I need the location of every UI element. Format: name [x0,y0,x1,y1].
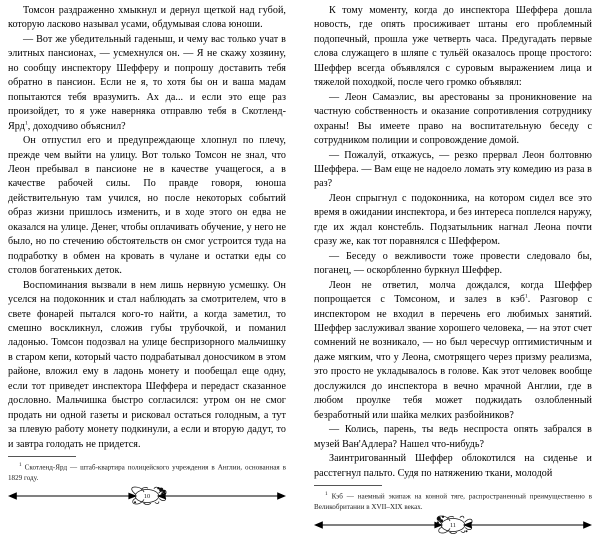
paragraph: К тому моменту, когда до инспектора Шеффера дошла новость, где опять просиживает штаны его проблемный подопечный, прошла уже четверть часа. Предугадать первые слова служащего в шляпе с тульёй оказалось проще простого: Шеффер всегда объявлялся с суровым выражением лица и тяжелой походкой, после чего громко объявлял: [314,5,592,89]
paragraph [314,279,592,424]
footnote [314,489,592,512]
footnote-separator-rule [314,485,382,486]
paragraph: — Колись, парень, ты ведь неспроста опять забрался в музей Ван'Адлера? Нашел что-нибудь? [314,424,592,450]
paragraph [8,33,286,134]
left-page-body [8,4,286,452]
paragraph: Воспоминания вызвали в нем лишь нервную усмешку. Он уселся на подоконник и стал наблюдать за смотрителем, что в свете фонарей пытался кого-то найти, а когда заметил, то смешно воскликнул, сложив губы трубочкой, и поманил ладонью. Томсон подозвал на улице беспризорного мальчишку в старом кепи, который часто подрабатывал доносчиком в этом районе, вложил ему в ладонь монету и пообещал еще одну, если тот приведет инспектора Шеффера и передаст сказанное дословно. Мальчишка быстро согласился: утром он не смог продать ни одной газеты и рисковал остаться голодным, а тут за плевую работу монету подкинули, а если и вторую дадут, то и завтра голодать не придется. [8,279,286,450]
right-page [300,0,600,529]
footnote-marker: 1 [19,462,22,469]
ornament-divider-icon [8,485,286,507]
page-number: 11 [449,521,457,529]
footnote-marker: 1 [325,490,328,497]
ornament-divider-icon [314,514,592,536]
paragraph: — Пожалуй, откажусь, — резко прервал Леон болтовню Шеффера. — Вам еще не надоело ломать эту комедию из раза в раз? [314,149,592,190]
paragraph: — Беседу о вежливости тоже провести следовало бы, поганец, — оскорбленно буркнул Шеффер. [314,250,592,277]
page-number: 10 [143,492,151,500]
left-page-footer-ornament [8,485,286,511]
paragraph-text: — Вот же убедительный гаденыш, и чему вас только учат в элитных пансионах, — усмехнулся он. — Я не скажу хозяину, но сообщу инспектору Шефферу и попрошу доставить тебя обратно в пансион. Если не я, то хотя бы он и ваша мадам попытаются тебя вразумить. Ах да... и если это еще раз произойдет, то я уже наверняка отправлю тебя в Скотленд-Ярд [8,33,286,132]
footnote [8,460,286,483]
footnote-ref[interactable]: 1 [24,120,28,127]
paragraph: Заинтригованный Шеффер облокотился на сиденье и расстегнул пальто. Судя по натяжению ткани, молодой [314,453,592,479]
footnote-separator-rule [8,456,76,457]
left-page [0,0,300,500]
footnote-text: Скотленд-Ярд — штаб-квартира полицейского учреждения в Англии, основанная в 1829 году. [8,463,286,482]
paragraph: Леон спрыгнул с подоконника, на котором сидел все это время в ожидании инспектора, и без интереса поплелся наружу, где их ждал констебль. Подзатыльник нагнал Леона почти сразу же, как тот поравнялся с Шеффером. [314,192,592,248]
footnote-text: Кэб — наемный экипаж на конной тяге, распространенный преимущественно в Великобритании в XVII–XIX веках. [314,492,592,511]
paragraph-text-tail: . Разговор с инспектором не входил в перечень его любимых занятий. Шеффер заслуживал звание хорошего человека, — на этот счет сомнений не возникало, — но был чересчур оптимистичным и даже мягким, что у Леона, смотрящего через призму реализма, это просто не укладывалось в голове. Как этот человек вообще дослужился до инспектора в вечно мрачной Англии, где в любом проулке тебя может поджидать озлобленный безработный или шайка мелких разбойников? [314,294,592,421]
left-footnote-zone [8,452,286,485]
paragraph-text: Леон не ответил, молча дождался, когда Шеффер попрощается с Томсоном, и залез в кэб [314,279,592,306]
paragraph: — Леон Самаэлис, вы арестованы за проникновение на частную собственность и оказание сопротивления сотруднику охраны! Вы имеете право на воспитательную беседу с сотрудником полиции и сопровождение домой. [314,91,592,147]
paragraph: Томсон раздраженно хмыкнул и дернул щеткой над губой, которую ласково называл усами, обдумывая слова юноши. [8,5,286,31]
paragraph: Он отпустил его и предупреждающе хлопнул по плечу, прежде чем выйти на улицу. Вот только Томсон не знал, что Леон пребывал в пансионе не в качестве учащегося, а в качестве рабочей силы. По правде говоря, юноша действительную там учился, но после некоторых событий образ жизни пришлось изменить, и в ходе этого он едва не оказался на улице. Денег, чтобы оплачивать обучение, у него не было, но по стечению обстоятельств он смог устроится туда на подработку в обмен на кровать в чулане и остатки еды со столов богатеньких деток. [8,135,286,277]
right-footnote-zone [314,481,592,514]
paragraph-text-tail: , доходчиво объяснил? [27,120,126,132]
right-page-body [314,4,592,481]
right-page-footer-ornament [314,514,592,540]
footnote-ref[interactable]: 1 [524,293,528,300]
